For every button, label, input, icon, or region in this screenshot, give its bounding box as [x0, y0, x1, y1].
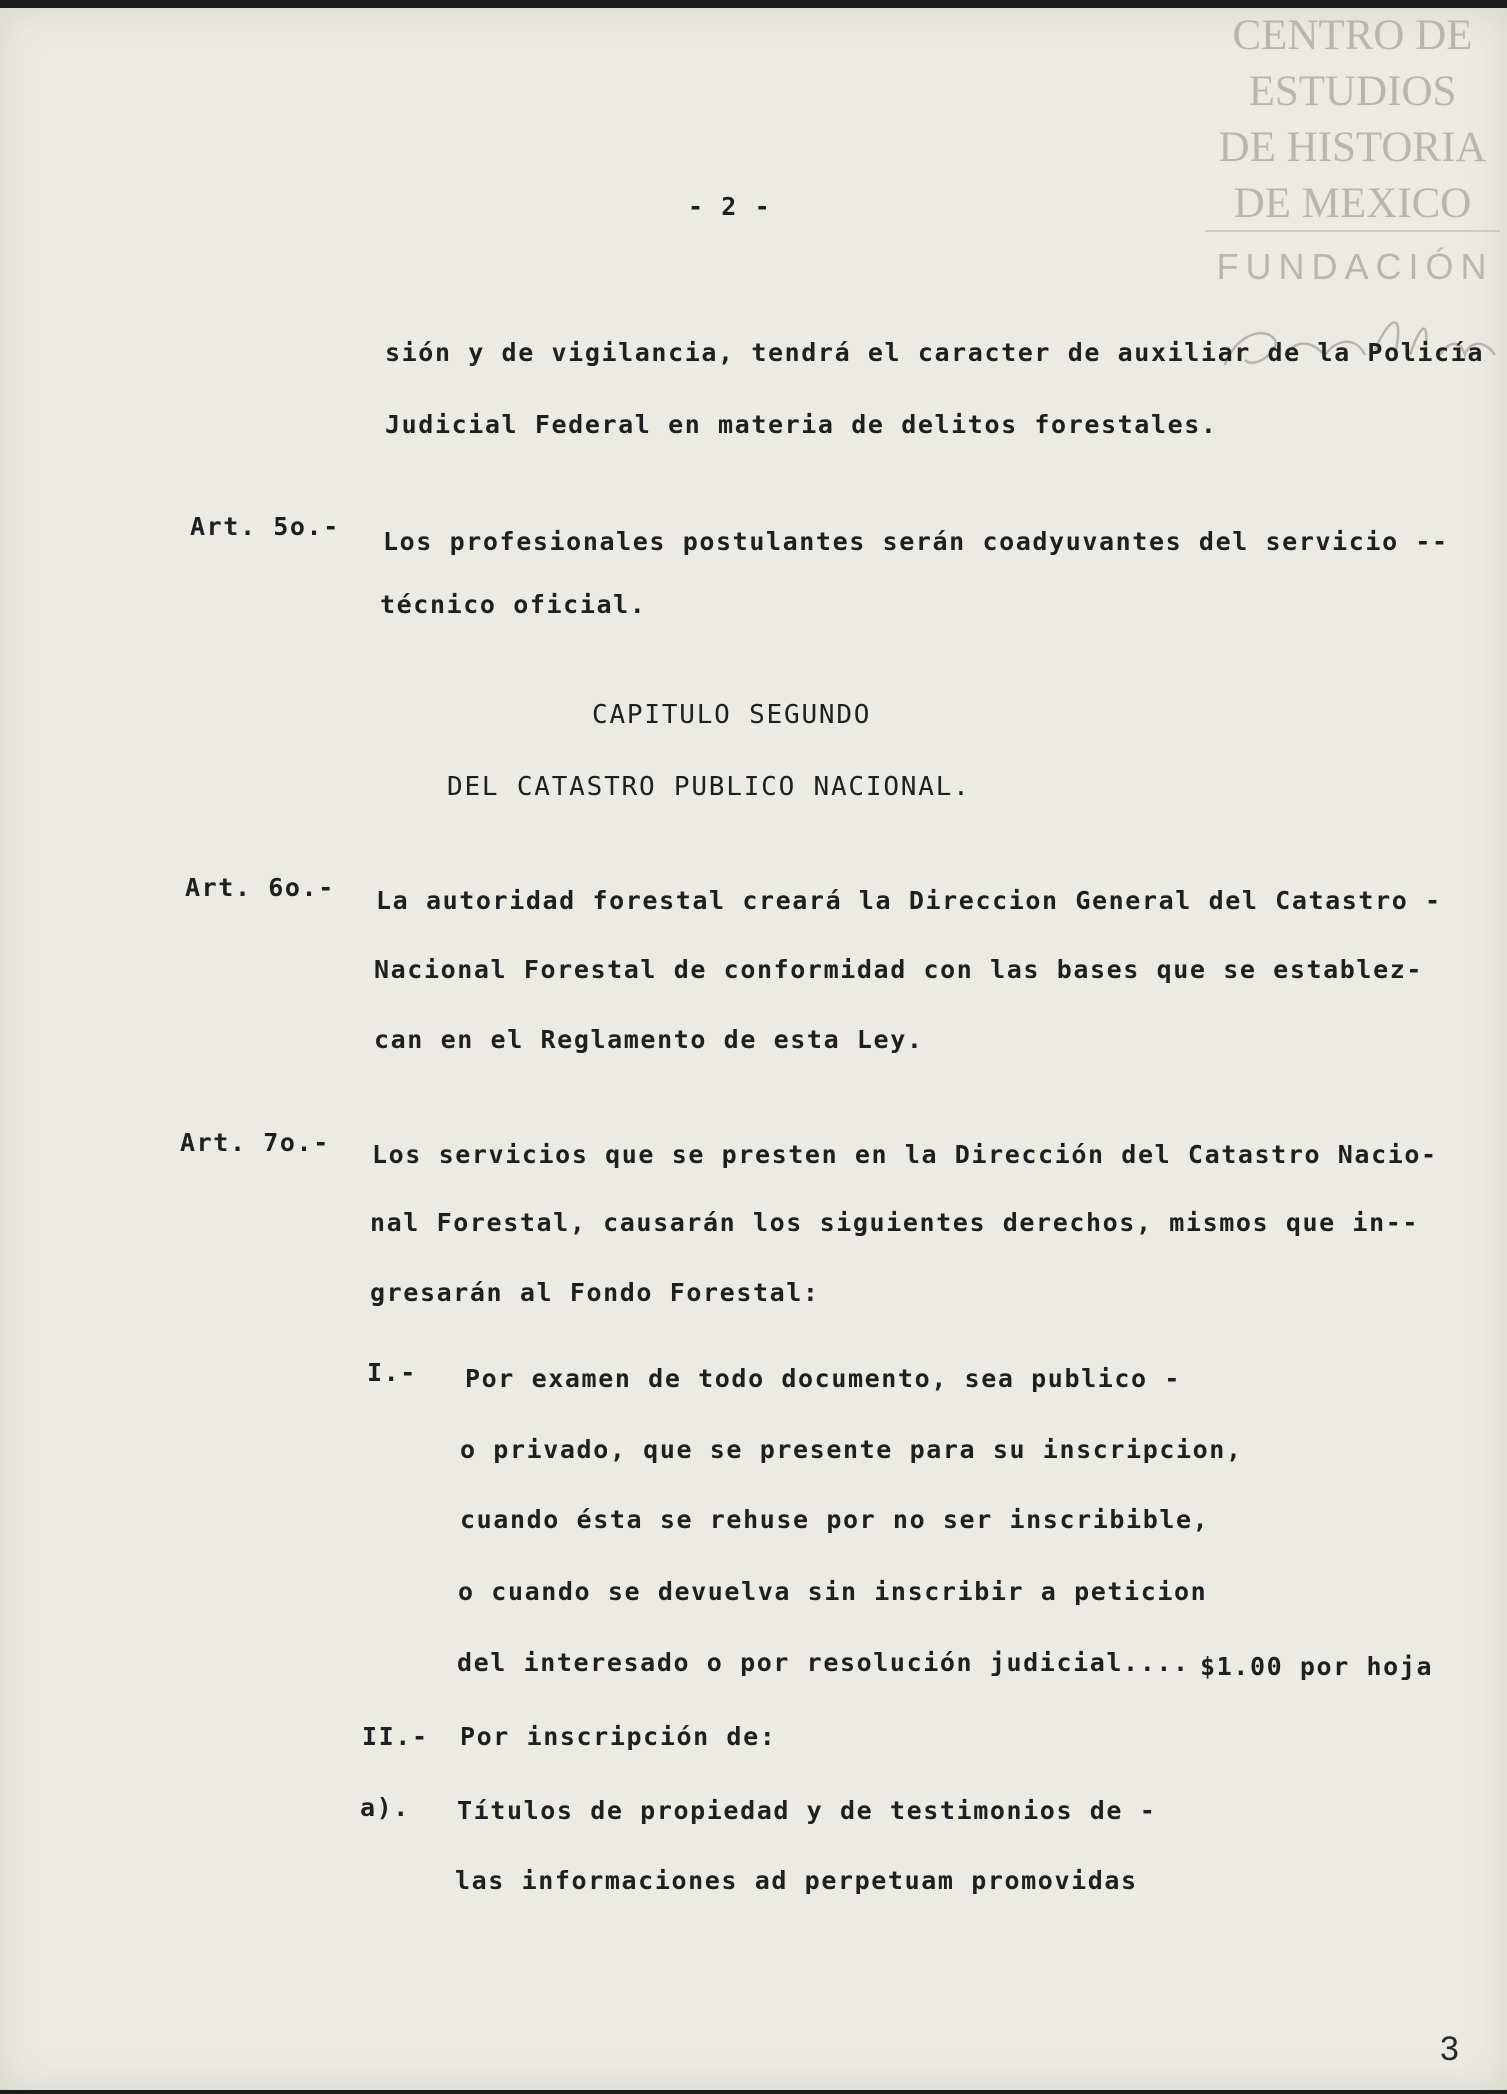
article-7-line: Los servicios que se presten en la Dirección del Catastro Nacio- — [372, 1140, 1438, 1169]
article-6-line: Nacional Forestal de conformidad con las bases que se establez- — [374, 955, 1424, 984]
corner-page-number: 3 — [1440, 2030, 1459, 2068]
stamp-divider — [1205, 230, 1500, 232]
archive-stamp — [1205, 8, 1500, 232]
continuation-line: Judicial Federal en materia de delitos forestales. — [385, 410, 1218, 439]
article-7-label: Art. 7o.- — [180, 1128, 330, 1157]
item-a-line: las informaciones ad perpetuam promovidas — [455, 1866, 1138, 1895]
continuation-line: sión y de vigilancia, tendrá el caracter de auxiliar de la Policía — [385, 338, 1484, 367]
item-1-line: Por examen de todo documento, sea publico - — [465, 1364, 1182, 1393]
item-1-line: cuando ésta se rehuse por no ser inscribible, — [460, 1505, 1210, 1534]
article-6-line: La autoridad forestal creará la Direccion General del Catastro - — [376, 886, 1442, 915]
page-number: - 2 - — [688, 192, 772, 221]
item-1-line: del interesado o por resolución judicial.... — [457, 1648, 1190, 1677]
article-6-line: can en el Reglamento de esta Ley. — [374, 1025, 924, 1054]
article-5-line: técnico oficial. — [380, 590, 647, 619]
item-1-label: I.- — [367, 1358, 417, 1387]
stamp-line: DE HISTORIA — [1218, 124, 1487, 171]
article-7-line: gresarán al Fondo Forestal: — [370, 1278, 820, 1307]
stamp-foundation: FUNDACIÓN — [1216, 246, 1494, 287]
chapter-subtitle: DEL CATASTRO PUBLICO NACIONAL. — [447, 772, 971, 802]
stamp-line: DE MEXICO — [1233, 180, 1472, 227]
item-a-label: a). — [360, 1793, 410, 1822]
item-1-line: o cuando se devuelva sin inscribir a peticion — [458, 1577, 1208, 1606]
item-a-line: Títulos de propiedad y de testimonios de - — [457, 1796, 1157, 1825]
chapter-title: CAPITULO SEGUNDO — [592, 700, 872, 730]
item-1-line: o privado, que se presente para su inscripcion, — [460, 1435, 1243, 1464]
stamp-line: ESTUDIOS — [1248, 68, 1457, 115]
item-2-text: Por inscripción de: — [460, 1722, 777, 1751]
article-5-line: Los profesionales postulantes serán coadyuvantes del servicio -- — [383, 527, 1449, 556]
article-5-label: Art. 5o.- — [190, 512, 340, 541]
article-6-label: Art. 6o.- — [185, 873, 335, 902]
item-2-label: II.- — [362, 1722, 429, 1751]
item-1-fee: $1.00 por hoja — [1200, 1652, 1434, 1681]
stamp-line: CENTRO DE — [1232, 12, 1473, 59]
article-7-line: nal Forestal, causarán los siguientes derechos, mismos que in-- — [370, 1208, 1420, 1237]
